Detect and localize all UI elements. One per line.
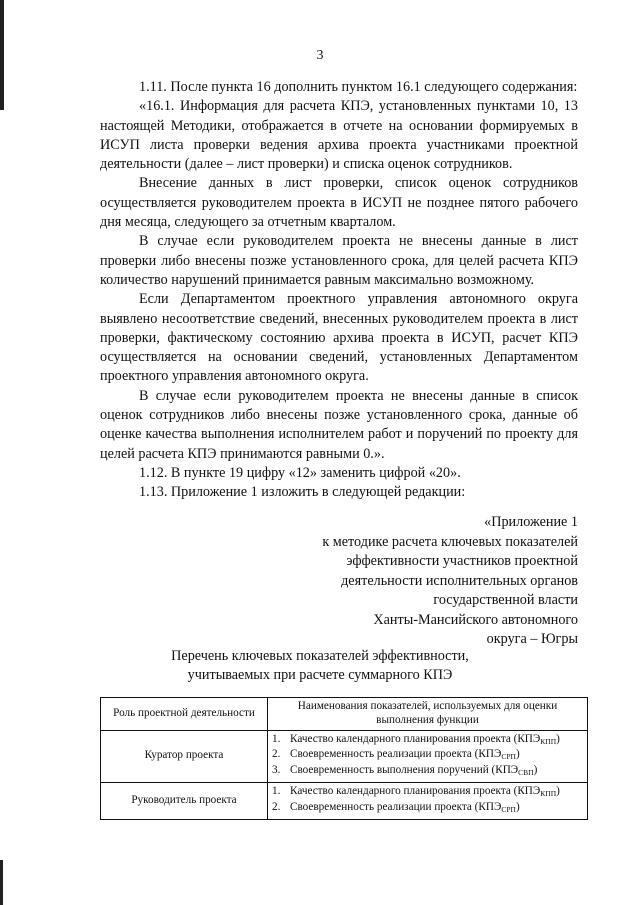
- paragraph: Если Департаментом проектного управления автономного округа выявлено несоответствие сведений, внесенных руководителем проекта в лист проверки, фактическому состоянию архива проекта в ИСУП, расчет КПЭ осуществляется на основании сведений, установленных Департаментом проектного управления автономного округа.: [100, 291, 578, 385]
- indicator-number: 1.: [272, 732, 281, 745]
- table-header-cell: Роль проектной деятельности: [101, 698, 268, 731]
- appendix-line: государственной власти: [433, 592, 578, 608]
- indicator-number: 2.: [272, 748, 281, 761]
- indicator-text: Качество календарного планирования проекта $(КПЭ_{КПП})$: [290, 732, 560, 746]
- paragraph: 1.11. После пункта 16 дополнить пунктом 16.1 следующего содержания:: [139, 79, 578, 95]
- table-header-row: [101, 698, 588, 731]
- appendix-line: «Приложение 1: [484, 514, 578, 530]
- indicator-number: 2.: [272, 800, 281, 813]
- paragraph: «16.1. Информация для расчета КПЭ, установленных пунктами 10, 13 настоящей Методики, отображается в отчете на основании формируемых в ИСУП листа проверки ведения архива проекта участниками проектной деятельности (далее – лист проверки) и списка оценок сотрудников.: [100, 98, 578, 173]
- appendix-line: к методике расчета ключевых показателей: [322, 533, 578, 550]
- paragraph: В случае если руководителем проекта не внесены данные в список оценок сотрудников либо внесены позже установленного срока, данные об оценке качества выполнения исполнителем работ и поручений по проекту для целей расчета КПЭ принимаются равными 0.».: [100, 387, 578, 462]
- table-row: [101, 782, 588, 819]
- paragraph: Внесение данных в лист проверки, список оценок сотрудников осуществляется руководителем проекта в ИСУП не позднее пятого рабочего дня месяца, следующего за отчетным кварталом.: [100, 175, 578, 231]
- indicator-text: Качество календарного планирования проекта $(КПЭ_{КПП})$: [290, 784, 560, 798]
- paragraph: В случае если руководителем проекта не внесены данные в лист проверки либо внесены позже установленного срока, для целей расчета КПЭ количество нарушений принимается равным максимально возможному.: [100, 233, 578, 288]
- indicator-item: [272, 801, 583, 817]
- table-title-line: Перечень ключевых показателей эффективности,: [171, 648, 469, 664]
- appendix-line: эффективности участников проектной: [346, 553, 578, 569]
- kpi-table: [100, 697, 588, 820]
- appendix-heading: [278, 513, 578, 650]
- indicator-text: Своевременность выполнения поручений $(КПЭ_{СВП})$: [290, 764, 538, 778]
- paragraph: 1.13. Приложение 1 изложить в следующей редакции:: [139, 484, 466, 501]
- appendix-line: Ханты-Мансийского автономного: [373, 611, 578, 628]
- scan-edge-mark: [0, 860, 3, 905]
- indicator-item: [272, 785, 583, 801]
- table-title-line: учитываемых при расчете суммарного КПЭ: [187, 667, 453, 683]
- indicator-item: [272, 733, 583, 749]
- indicators-cell: [268, 730, 588, 782]
- indicator-text: Своевременность реализации проекта $(КПЭ_{СРП})$: [290, 800, 520, 814]
- table-title: [0, 647, 640, 685]
- role-cell: Куратор проекта: [101, 730, 268, 782]
- indicator-text: Своевременность реализации проекта $(КПЭ_{СРП})$: [290, 748, 520, 762]
- appendix-line: округа – Югры: [486, 631, 578, 647]
- indicator-number: 1.: [272, 784, 281, 797]
- indicator-item: [272, 748, 583, 764]
- table-row: [101, 730, 588, 782]
- role-cell: Руководитель проекта: [101, 782, 268, 819]
- appendix-line: деятельности исполнительных органов: [341, 572, 578, 589]
- paragraph: 1.12. В пункте 19 цифру «12» заменить цифрой «20».: [139, 464, 461, 481]
- indicator-number: 3.: [272, 764, 281, 777]
- table-header-cell: Наименования показателей, используемых для оценки выполнения функции: [268, 698, 588, 731]
- body-text: [100, 78, 578, 503]
- indicators-cell: [268, 782, 588, 819]
- page-number: 3: [316, 48, 324, 63]
- indicator-item: [272, 764, 583, 780]
